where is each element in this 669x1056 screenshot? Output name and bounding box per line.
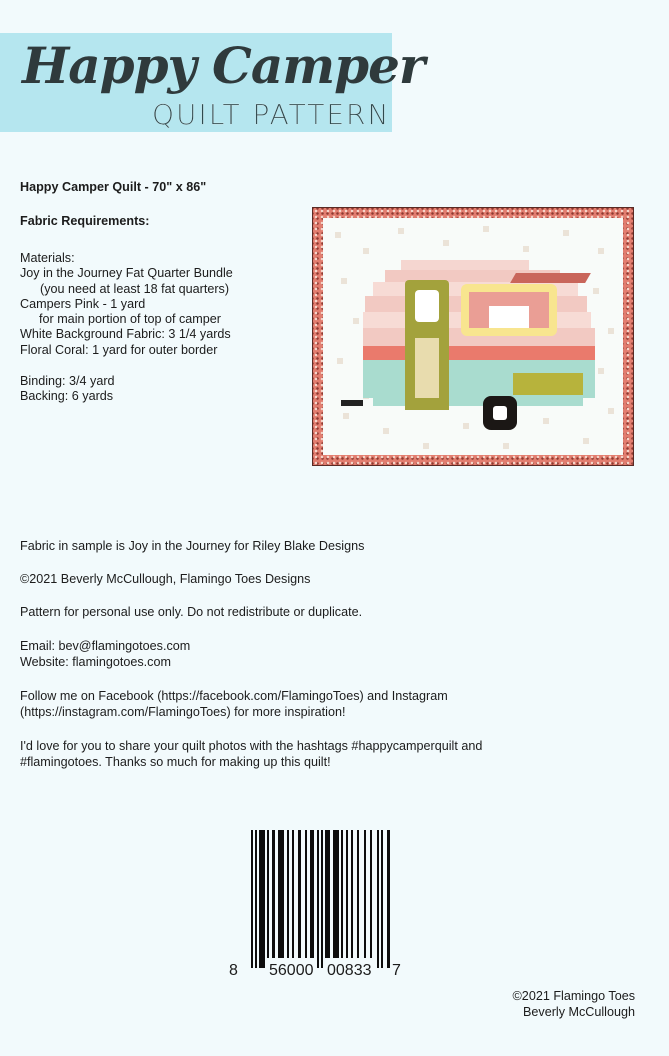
material-note: (you need at least 18 fat quarters) xyxy=(40,281,230,296)
backing-requirement: Backing: 6 yards xyxy=(20,389,114,403)
barcode-group-1: 56000 xyxy=(269,962,314,979)
follow-line-1: Follow me on Facebook (https://facebook.com/FlamingoToes) and Instagram xyxy=(20,689,448,703)
footer-copyright: ©2021 Flamingo Toes xyxy=(512,989,635,1003)
quilt-image xyxy=(313,208,633,465)
barcode-digit-right: 7 xyxy=(392,962,401,979)
pattern-title: Happy Camper xyxy=(22,36,425,95)
pattern-subtitle: QUILT PATTERN xyxy=(152,98,391,131)
share-line-1: I'd love for you to share your quilt photos with the hashtags #happycamperquilt and xyxy=(20,739,483,753)
share-line-2: #flamingotoes. Thanks so much for making up this quilt! xyxy=(20,755,331,769)
materials-label: Materials: xyxy=(20,251,75,265)
barcode-digit-left: 8 xyxy=(229,962,238,979)
fabric-requirements-heading: Fabric Requirements: xyxy=(20,214,150,228)
website-line: Website: flamingotoes.com xyxy=(20,655,171,669)
material-item: Floral Coral: 1 yard for outer border xyxy=(20,342,218,357)
quilt-background xyxy=(323,218,623,455)
barcode-group-2: 00833 xyxy=(327,962,372,979)
barcode xyxy=(229,830,401,979)
material-note: for main portion of top of camper xyxy=(39,312,222,327)
copyright-notice: ©2021 Beverly McCullough, Flamingo Toes Designs xyxy=(20,572,311,586)
footer-author: Beverly McCullough xyxy=(523,1005,635,1019)
material-item: White Background Fabric: 3 1/4 yards xyxy=(20,327,231,342)
materials-list xyxy=(20,251,233,358)
usage-notice: Pattern for personal use only. Do not redistribute or duplicate. xyxy=(20,605,363,619)
fabric-sample-note: Fabric in sample is Joy in the Journey for Riley Blake Designs xyxy=(20,539,365,553)
email-line: Email: bev@flamingotoes.com xyxy=(20,639,191,653)
binding-requirement: Binding: 3/4 yard xyxy=(20,374,115,388)
material-item: Campers Pink - 1 yard xyxy=(20,296,146,311)
quilt-size-heading: Happy Camper Quilt - 70" x 86" xyxy=(20,180,207,194)
material-item: Joy in the Journey Fat Quarter Bundle xyxy=(20,266,233,281)
follow-line-2: (https://instagram.com/FlamingoToes) for more inspiration! xyxy=(20,705,346,719)
